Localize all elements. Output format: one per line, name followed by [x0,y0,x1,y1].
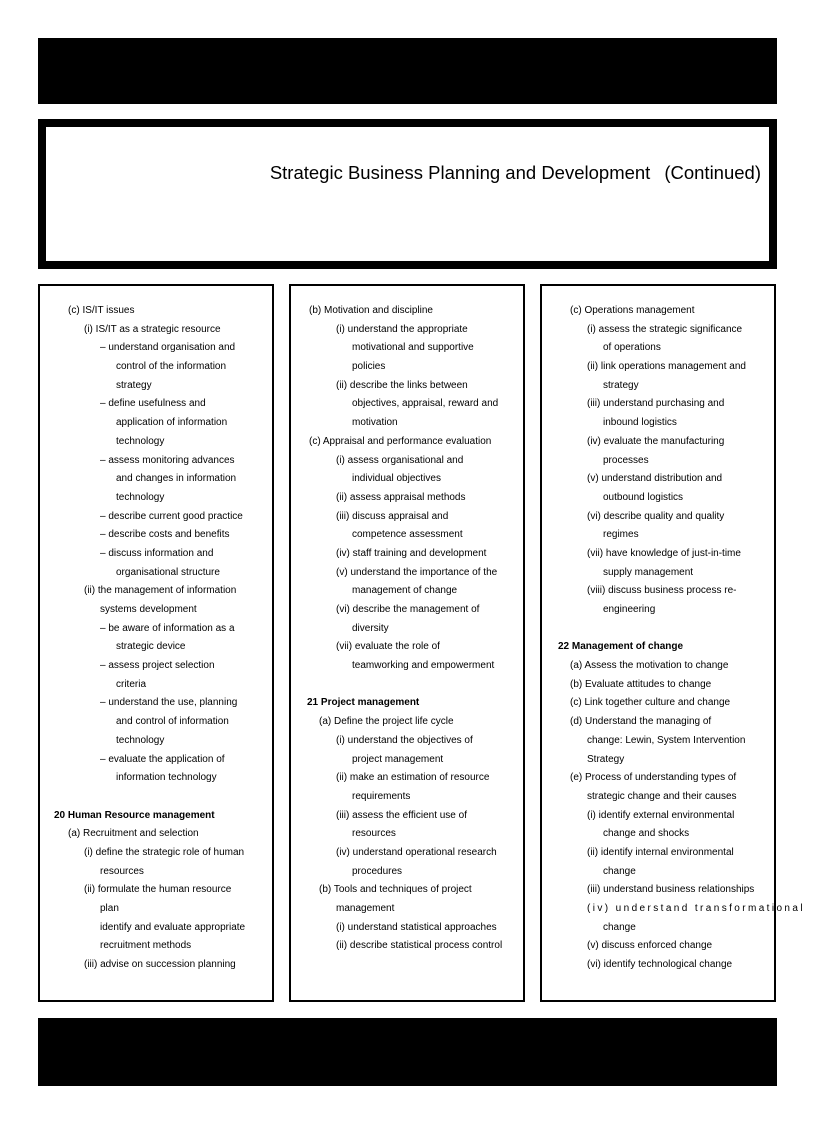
list-item: (ii) the management of information [84,585,237,597]
list-item: application of information [116,417,228,429]
list-item: (i) understand the objectives of [336,734,473,746]
list-item: – describe costs and benefits [100,529,230,541]
list-item: competence assessment [352,529,463,541]
list-item: information technology [116,772,217,784]
list-item: organisational structure [116,566,220,578]
list-item: requirements [352,790,411,802]
list-item: (ii) identify internal environmental [587,846,734,858]
list-item: resources [352,828,396,840]
list-item: of operations [603,342,661,354]
list-item: (a) Recruitment and selection [68,828,199,840]
list-item: management [336,903,395,914]
list-item: policies [352,361,386,373]
list-item: (viii) discuss business process re- [587,585,737,597]
list-item: (iii) discuss appraisal and [336,510,449,522]
list-item: (c) IS/IT issues [68,305,135,316]
list-item: – describe current good practice [100,510,243,522]
list-item: (b) Evaluate attitudes to change [570,678,712,690]
list-item: (ii) formulate the human resource [84,884,232,896]
list-item: strategy [116,379,152,391]
list-item: (ii) describe statistical process control [336,940,503,952]
list-item: (iii) advise on succession planning [84,959,236,971]
list-item: (e) Process of understanding types of [570,772,737,784]
list-item: (vi) identify technological change [587,959,733,971]
list-item: motivation [352,417,398,429]
footer-band [38,1018,777,1086]
section-heading: 20 Human Resource management [54,809,215,821]
list-item: systems development [100,604,197,615]
list-item: and changes in information [116,473,237,485]
list-item: (v) discuss enforced change [587,940,713,952]
list-item: processes [603,454,649,466]
header-band [38,38,777,104]
list-item: – assess project selection [100,660,215,672]
list-item: technology [116,734,165,746]
section-heading: 22 Management of change [558,641,684,653]
list-item: strategic device [116,641,186,653]
list-item: outbound logistics [603,491,684,503]
list-item: technology [116,491,165,503]
list-item: control of the information [116,361,227,373]
list-item: (i) identify external environmental [587,809,735,821]
list-item: supply management [603,566,694,578]
syllabus-column-1 [38,284,274,1002]
list-item: (c) Operations management [570,305,695,316]
syllabus-column-2 [289,284,525,1002]
list-item: (iii) understand business relationships [587,884,755,896]
list-item: (c) Link together culture and change [570,697,731,709]
list-item: (i) understand statistical approaches [336,921,497,933]
list-item: resources [100,865,144,877]
list-item: diversity [352,622,389,634]
list-item: (iv) understand transformational [587,903,805,914]
list-item: (iii) assess the efficient use of [336,809,467,821]
list-item: (i) assess the strategic significance [587,323,743,335]
list-item: (i) IS/IT as a strategic resource [84,323,221,335]
list-item: strategic change and their causes [587,790,737,802]
list-item: (a) Define the project life cycle [319,716,454,728]
title-frame [38,119,777,269]
list-item: (i) define the strategic role of human [84,846,245,858]
section-heading: 21 Project management [307,697,420,709]
list-item: (vii) evaluate the role of [336,641,440,653]
list-item: individual objectives [352,473,441,485]
list-item: project management [352,753,444,765]
list-item: criteria [116,678,147,690]
list-item: and control of information [116,716,229,728]
list-item: – understand organisation and [100,342,236,354]
list-item: technology [116,435,165,447]
list-item: teamworking and empowerment [352,660,495,672]
list-item: motivational and supportive [352,342,474,354]
list-item: (d) Understand the managing of [570,716,712,728]
list-item: (a) Assess the motivation to change [570,660,729,672]
list-item: (ii) link operations management and [587,361,746,373]
list-item: – assess monitoring advances [100,454,235,466]
list-item: (iv) evaluate the manufacturing [587,435,725,447]
list-item: – discuss information and [100,547,214,559]
list-item: (v) understand the importance of the [336,566,498,578]
list-item: (iv) understand operational research [336,846,497,858]
list-item: management of change [352,585,458,597]
list-item: (ii) make an estimation of resource [336,772,490,784]
list-item: (ii) describe the links between [336,379,468,391]
page-title [270,162,761,184]
list-item: (ii) assess appraisal methods [336,491,466,503]
list-item: (b) Motivation and discipline [309,305,433,316]
list-item: regimes [603,529,639,541]
list-item: procedures [352,865,403,877]
list-item: change [603,865,636,877]
list-item: (vii) have knowledge of just-in-time [587,547,741,559]
syllabus-column-3 [540,284,805,1002]
list-item: inbound logistics [603,417,677,429]
list-item: change and shocks [603,828,690,840]
list-item: change: Lewin, System Intervention [587,734,746,746]
list-item: recruitment methods [100,940,192,952]
title-panel [46,127,769,261]
list-item: (b) Tools and techniques of project [319,884,472,896]
list-item: plan [100,903,119,914]
list-item: objectives, appraisal, reward and [352,398,499,410]
list-item: engineering [603,604,656,615]
list-item: (iv) staff training and development [336,547,487,559]
page-title-continued: (Continued) [664,162,761,183]
list-item: (i) understand the appropriate [336,323,468,335]
list-item: – be aware of information as a [100,622,235,634]
list-item: – understand the use, planning [100,697,238,709]
list-item: (vi) describe the management of [336,604,480,615]
list-item: (vi) describe quality and quality [587,510,725,522]
list-item: (iii) understand purchasing and [587,398,725,410]
list-item: (i) assess organisational and [336,454,464,466]
list-item: change [603,921,636,933]
list-item: strategy [603,379,639,391]
list-item: – define usefulness and [100,398,206,410]
list-item: – evaluate the application of [100,753,225,765]
page-title-main: Strategic Business Planning and Development [269,162,651,183]
list-item: (v) understand distribution and [587,473,723,485]
list-item: identify and evaluate appropriate [100,921,246,933]
list-item: Strategy [587,753,625,765]
list-item: (c) Appraisal and performance evaluation [309,435,492,447]
